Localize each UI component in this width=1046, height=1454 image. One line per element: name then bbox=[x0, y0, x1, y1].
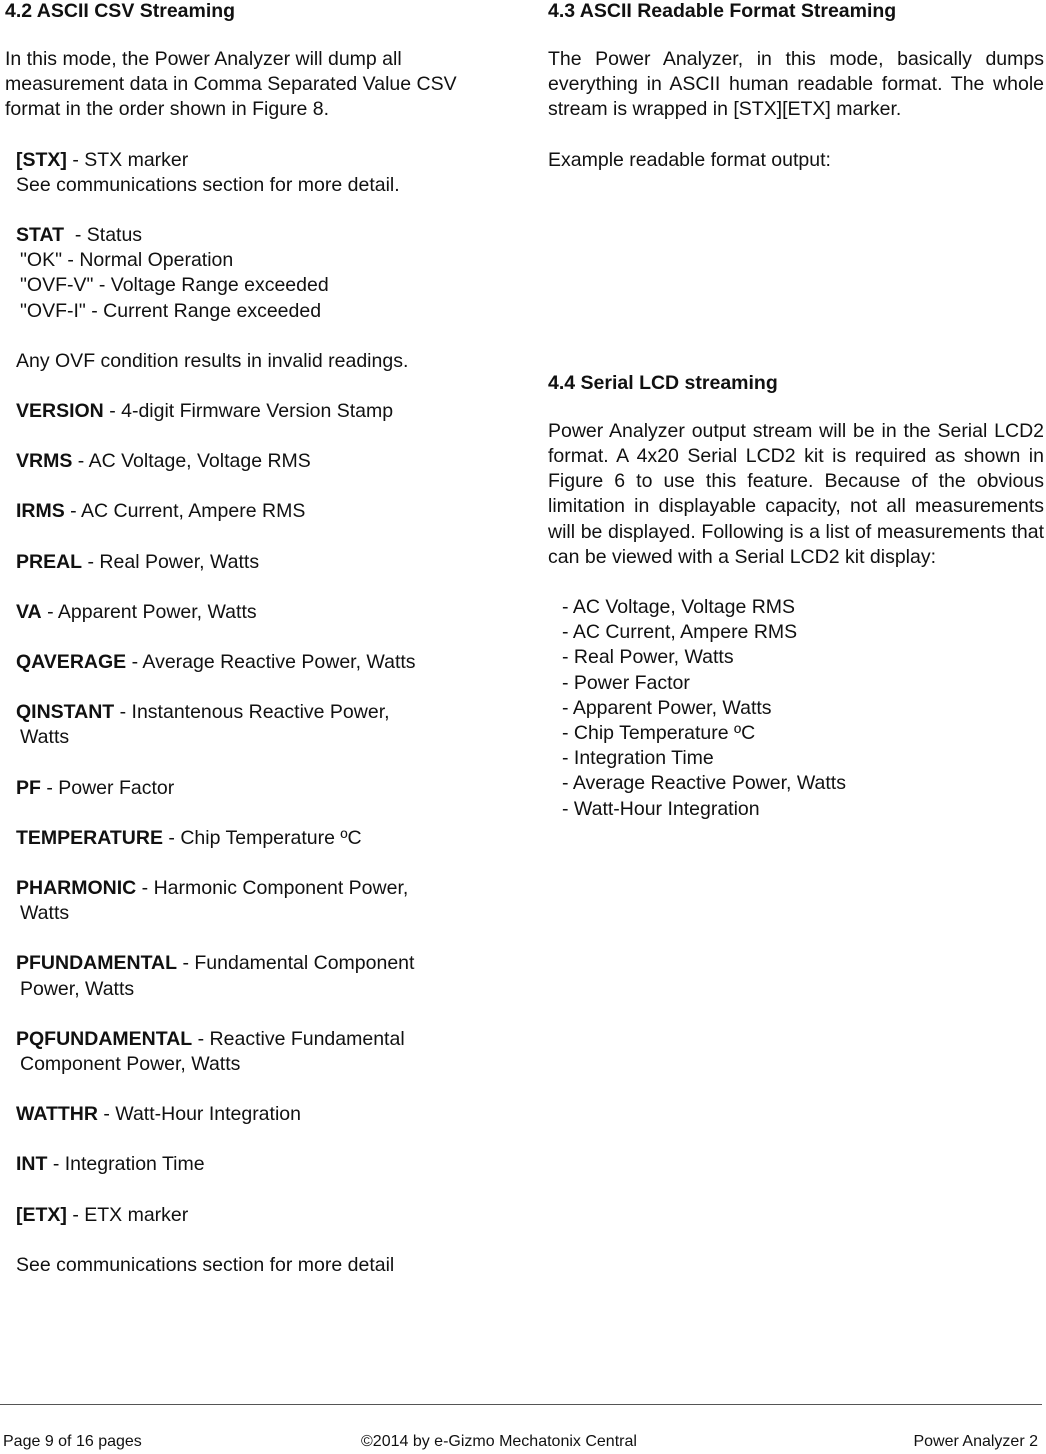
list-item: - Chip Temperature ºC bbox=[562, 722, 756, 745]
list-item: - Average Reactive Power, Watts bbox=[562, 772, 846, 795]
right-column bbox=[548, 0, 1044, 822]
footer-divider bbox=[0, 1404, 1042, 1405]
field-stat: STAT - Status bbox=[16, 224, 143, 247]
field-pf: PF - Power Factor bbox=[16, 776, 175, 799]
serial-lcd-intro: Power Analyzer output stream will be in the Serial LCD2 format. A 4x20 Serial LCD2 kit is required as shown in Figure 6 to use this feature. Because of the obvious limitation in displayable capacity, not all measurements will be displayed. Following is a list of measurements that can be viewed with a Serial LCD2 kit display: bbox=[548, 419, 1044, 568]
list-item: - Watt-Hour Integration bbox=[562, 797, 760, 820]
field-pharmonic-cont: Watts bbox=[20, 902, 70, 925]
section-title-serial-lcd: 4.4 Serial LCD streaming bbox=[548, 371, 778, 394]
closing-note: See communications section for more detail bbox=[16, 1253, 395, 1276]
list-item: - Integration Time bbox=[562, 747, 714, 770]
stat-item-ok: "OK" - Normal Operation bbox=[20, 249, 234, 272]
field-pqfundamental-cont: Component Power, Watts bbox=[20, 1053, 241, 1076]
page-number: Page 9 of 16 pages bbox=[3, 1433, 142, 1450]
field-stx: [STX] - STX marker bbox=[16, 148, 189, 171]
field-version: VERSION - 4-digit Firmware Version Stamp bbox=[16, 400, 394, 423]
lcd-measurement-list bbox=[562, 595, 1044, 822]
readable-intro: The Power Analyzer, in this mode, basically dumps everything in ASCII human readable format. The whole stream is wrapped in [STX][ETX] marker. bbox=[548, 48, 1044, 121]
field-irms: IRMS - AC Current, Ampere RMS bbox=[16, 500, 306, 523]
field-temperature: TEMPERATURE - Chip Temperature ºC bbox=[16, 826, 362, 849]
field-qinstant-cont: Watts bbox=[20, 726, 70, 749]
field-pqfundamental: PQFUNDAMENTAL - Reactive Fundamental bbox=[16, 1027, 405, 1050]
field-va: VA - Apparent Power, Watts bbox=[16, 600, 257, 623]
csv-intro: In this mode, the Power Analyzer will dump all measurement data in Comma Separated Value CSV format in the order shown in Figure 8. bbox=[5, 48, 457, 121]
copyright: ©2014 by e-Gizmo Mechatonix Central bbox=[361, 1433, 637, 1450]
field-watthr: WATTHR - Watt-Hour Integration bbox=[16, 1103, 301, 1126]
list-item: - Power Factor bbox=[562, 671, 690, 694]
list-item: - Real Power, Watts bbox=[562, 646, 734, 669]
field-int: INT - Integration Time bbox=[16, 1153, 205, 1176]
left-column bbox=[5, 0, 475, 1278]
ovf-note: Any OVF condition results in invalid readings. bbox=[16, 349, 409, 372]
list-item: - AC Current, Ampere RMS bbox=[562, 621, 798, 644]
field-preal: PREAL - Real Power, Watts bbox=[16, 550, 260, 573]
field-pfundamental-cont: Power, Watts bbox=[20, 977, 135, 1000]
list-item: - Apparent Power, Watts bbox=[562, 696, 772, 719]
field-qaverage: QAVERAGE - Average Reactive Power, Watts bbox=[16, 651, 416, 674]
section-title-readable: 4.3 ASCII Readable Format Streaming bbox=[548, 0, 897, 22]
field-qinstant: QINSTANT - Instantenous Reactive Power, bbox=[16, 701, 390, 724]
field-etx: [ETX] - ETX marker bbox=[16, 1203, 189, 1226]
field-pharmonic: PHARMONIC - Harmonic Component Power, bbox=[16, 877, 409, 900]
document-title: Power Analyzer 2 bbox=[913, 1433, 1038, 1450]
stx-note: See communications section for more detail. bbox=[16, 173, 400, 196]
readable-example-label: Example readable format output: bbox=[548, 148, 831, 171]
field-vrms: VRMS - AC Voltage, Voltage RMS bbox=[16, 450, 311, 473]
stat-item-ovf-i: "OVF-I" - Current Range exceeded bbox=[20, 299, 322, 322]
field-pfundamental: PFUNDAMENTAL - Fundamental Component bbox=[16, 952, 415, 975]
stat-item-ovf-v: "OVF-V" - Voltage Range exceeded bbox=[20, 274, 329, 297]
section-title-csv: 4.2 ASCII CSV Streaming bbox=[5, 0, 236, 22]
list-item: - AC Voltage, Voltage RMS bbox=[562, 596, 796, 619]
